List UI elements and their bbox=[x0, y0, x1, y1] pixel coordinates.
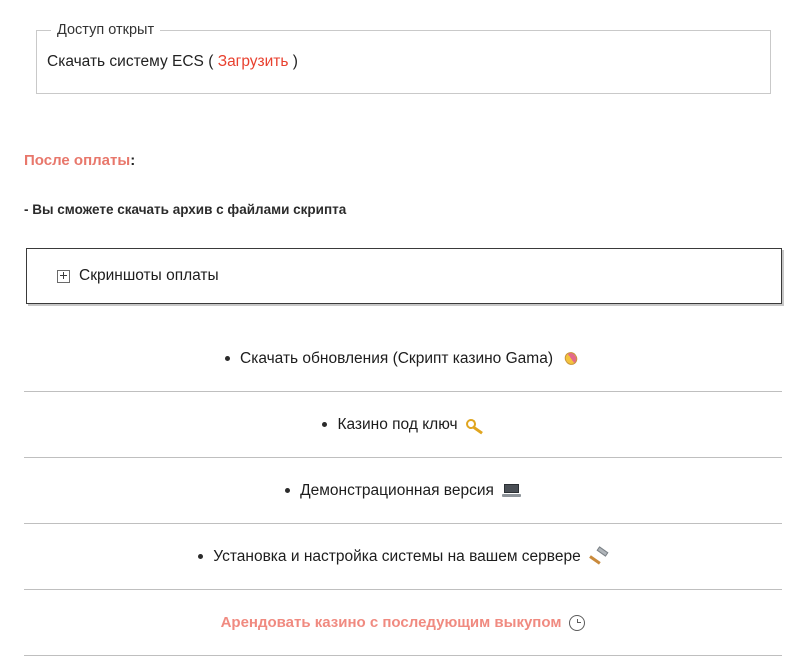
list-item-label: Скачать обновления (Скрипт казино Gama) bbox=[240, 349, 553, 367]
after-payment-note: - Вы сможете скачать архив с файлами скрипта bbox=[24, 202, 347, 217]
laptop-icon bbox=[502, 484, 521, 497]
screenshots-collapsible-inner bbox=[27, 267, 219, 285]
paren-close: ) bbox=[292, 53, 298, 70]
list-item[interactable] bbox=[24, 326, 782, 392]
list-item-inner bbox=[322, 416, 483, 434]
list-item[interactable] bbox=[24, 458, 782, 524]
screenshots-label: Скриншоты оплаты bbox=[79, 267, 219, 284]
bullet-dot-icon bbox=[322, 422, 327, 427]
list-item[interactable] bbox=[24, 392, 782, 458]
bullet-dot-icon bbox=[225, 356, 230, 361]
list-item-inner bbox=[225, 350, 581, 368]
key-icon bbox=[466, 418, 484, 432]
after-payment-highlight: После оплаты bbox=[24, 152, 131, 169]
access-download-line bbox=[47, 53, 298, 71]
list-item-label: Установка и настройка системы на вашем сервере bbox=[213, 547, 581, 565]
after-payment-heading bbox=[24, 152, 135, 169]
bullet-dot-icon bbox=[285, 488, 290, 493]
paren-open: ( bbox=[208, 53, 214, 70]
screenshots-collapsible[interactable] bbox=[26, 248, 782, 304]
download-link[interactable]: Загрузить bbox=[217, 53, 289, 70]
list-item-label: Арендовать казино с последующим выкупом bbox=[220, 614, 562, 631]
list-item-inner bbox=[198, 548, 607, 566]
list-item-inner bbox=[285, 482, 521, 500]
list-item[interactable] bbox=[24, 524, 782, 590]
list-item[interactable] bbox=[24, 590, 782, 656]
list-item-label: Казино под ключ bbox=[337, 415, 458, 433]
list-item-label: Демонстрационная версия bbox=[300, 481, 494, 499]
candy-icon bbox=[561, 352, 581, 365]
access-open-box bbox=[36, 22, 771, 94]
list-item-inner bbox=[221, 614, 586, 631]
hammer-icon bbox=[589, 549, 608, 564]
plus-box-icon[interactable] bbox=[57, 270, 70, 283]
bullet-dot-icon bbox=[198, 554, 203, 559]
clock-icon bbox=[569, 615, 585, 631]
access-download-text: Скачать систему ECS bbox=[47, 53, 204, 70]
access-open-legend: Доступ открыт bbox=[51, 21, 160, 39]
after-payment-colon: : bbox=[130, 152, 136, 169]
